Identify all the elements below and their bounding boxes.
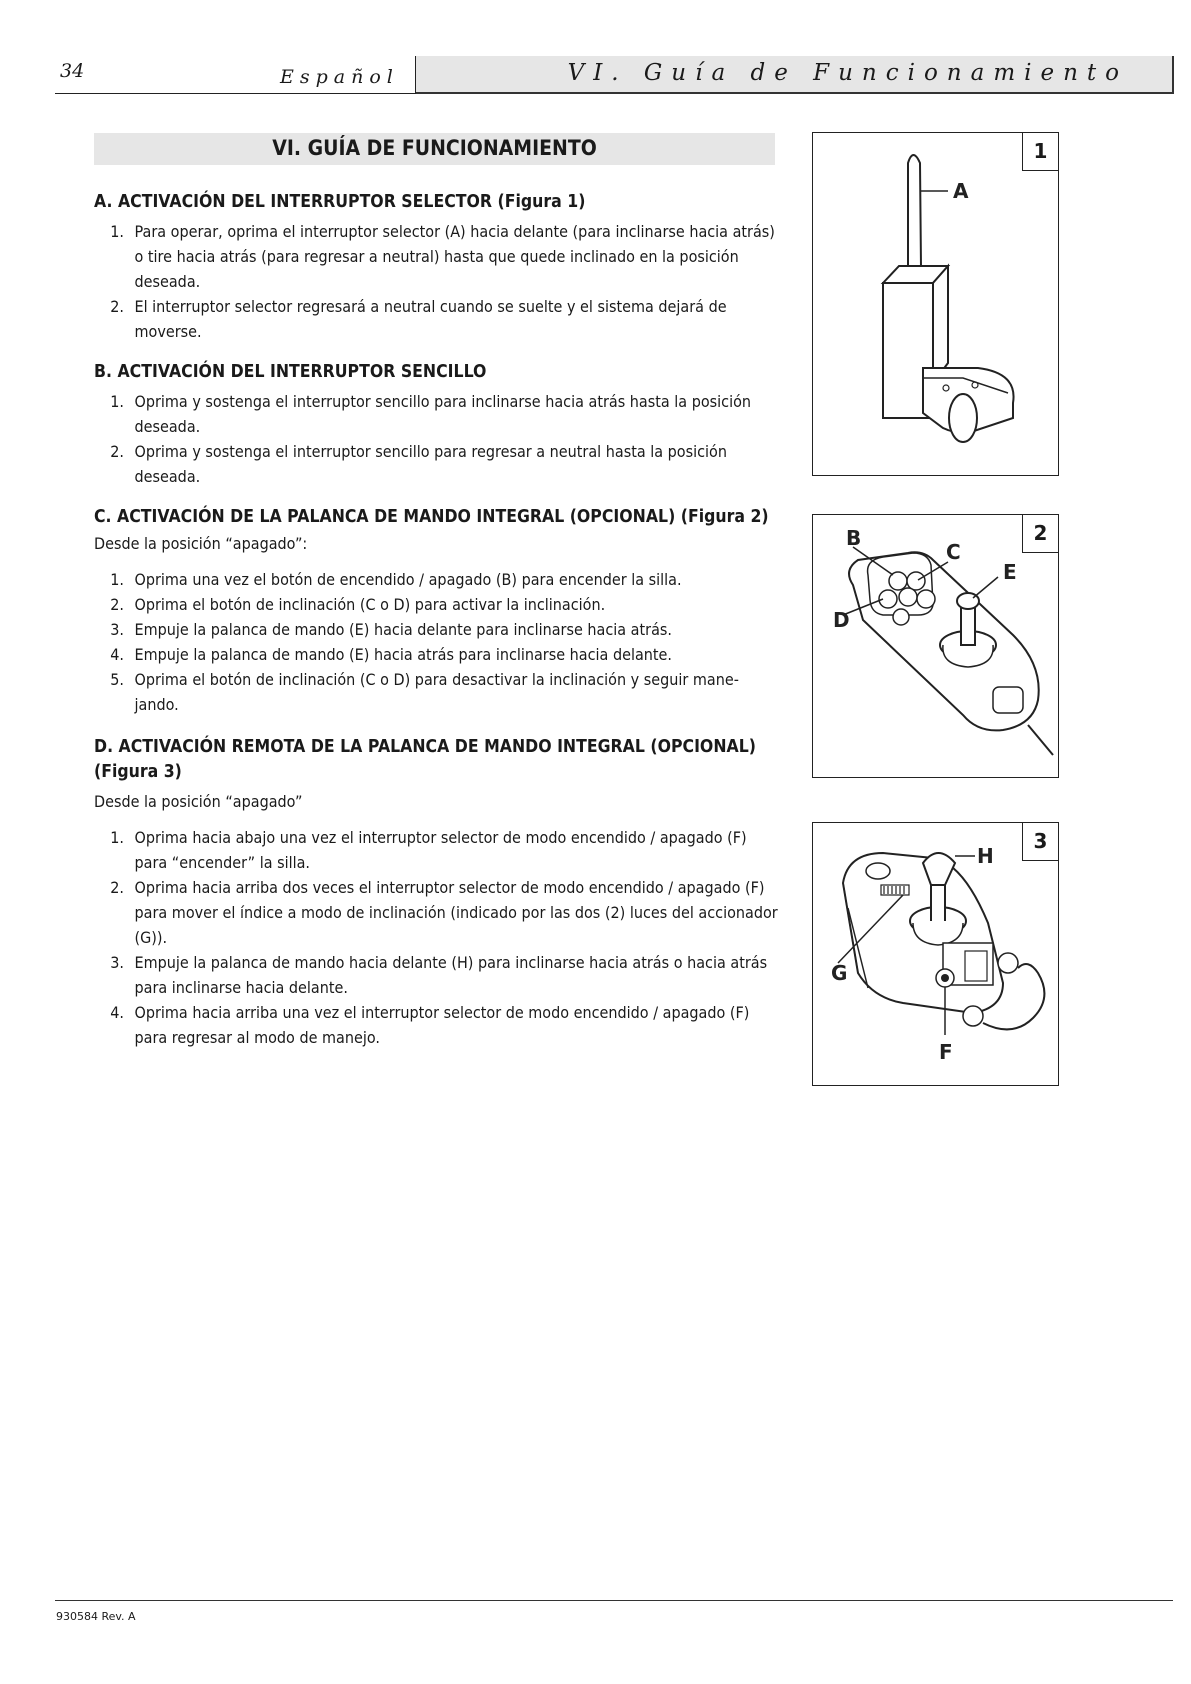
list-item: 3. Empuje la palanca de mando hacia delante (H) para inclinarse hacia atrás o hacia atrás para inclinarse hacia delante. [110, 953, 768, 997]
section-d-list [94, 825, 784, 1050]
header-title-box [416, 56, 1174, 94]
figure-3-remote-joystick-illustration [813, 823, 1058, 1085]
figure-2-label-b: B [846, 526, 862, 550]
figure-3 [812, 822, 1059, 1086]
section-heading-b: B. ACTIVACIÓN DEL INTERRUPTOR SENCILLO [94, 362, 487, 382]
header-title: VI. Guía de Funcionamiento [567, 60, 1128, 86]
section-c-list [94, 567, 784, 717]
title-bar [94, 133, 775, 165]
list-item: 1. Oprima hacia abajo una vez el interruptor selector de modo encendido / apagado (F) para “encender” la silla. [110, 828, 747, 872]
list-item: 2. El interruptor selector regresará a neutral cuando se suelte y el sistema dejará de moverse. [110, 297, 727, 341]
figure-1-number: 1 [1022, 133, 1058, 171]
section-heading-d: D. ACTIVACIÓN REMOTA DE LA PALANCA DE MANDO INTEGRAL (OPCIONAL) (Figura 3) [94, 737, 756, 782]
list-item: 4. Oprima hacia arriba una vez el interruptor selector de modo encendido / apagado (F) para regresar al modo de manejo. [110, 1003, 750, 1047]
figure-1 [812, 132, 1059, 476]
page-title: VI. GUÍA DE FUNCIONAMIENTO [272, 136, 597, 160]
section-b-list [94, 389, 784, 489]
list-item: 5. Oprima el botón de inclinación (C o D) para desactivar la inclinación y seguir mane-jando. [110, 670, 739, 714]
figure-2-label-e: E [1003, 560, 1017, 584]
list-item: 4. Empuje la palanca de mando (E) hacia atrás para inclinarse hacia delante. [110, 645, 672, 664]
content [94, 192, 784, 1068]
section-heading-c: C. ACTIVACIÓN DE LA PALANCA DE MANDO INTEGRAL (OPCIONAL) (Figura 2) [94, 507, 769, 527]
figure-1-switch-illustration [813, 133, 1058, 475]
list-item: 1. Para operar, oprima el interruptor selector (A) hacia delante (para inclinarse hacia atrás) o tire hacia atrás (para regresar a neutral) hasta que quede inclinado en la posición deseada. [110, 222, 775, 291]
section-heading-a: A. ACTIVACIÓN DEL INTERRUPTOR SELECTOR (Figura 1) [94, 192, 586, 212]
figure-2-label-c: C [946, 540, 961, 564]
list-item: 2. Oprima y sostenga el interruptor sencillo para regresar a neutral hasta la posición deseada. [110, 442, 727, 486]
figure-3-label-h: H [977, 844, 994, 868]
figure-2 [812, 514, 1059, 778]
figure-1-label-a: A [953, 179, 969, 203]
section-d-intro: Desde la posición “apagado” [94, 792, 303, 811]
header-rule [55, 93, 415, 94]
figure-2-label-d: D [833, 608, 850, 632]
header-language: Español [280, 66, 399, 88]
list-item: 1. Oprima una vez el botón de encendido / apagado (B) para encender la silla. [110, 570, 682, 589]
figure-3-label-g: G [831, 961, 848, 985]
figure-3-label-f: F [939, 1040, 953, 1064]
section-c-intro: Desde la posición “apagado”: [94, 534, 308, 553]
list-item: 1. Oprima y sostenga el interruptor sencillo para inclinarse hacia atrás hasta la posición deseada. [110, 392, 752, 436]
section-a-list [94, 219, 784, 344]
list-item: 2. Oprima el botón de inclinación (C o D) para activar la inclinación. [110, 595, 606, 614]
figure-3-number: 3 [1022, 823, 1058, 861]
list-item: 2. Oprima hacia arriba dos veces el interruptor selector de modo encendido / apagado (F) para mover el índice a modo de inclinación (indicado por las dos (2) luces del accionador (G)). [110, 878, 778, 947]
footer-rule [55, 1600, 1173, 1601]
list-item: 3. Empuje la palanca de mando (E) hacia delante para inclinarse hacia atrás. [110, 620, 672, 639]
page-number: 34 [60, 60, 85, 82]
footer-revision: 930584 Rev. A [56, 1610, 136, 1623]
figure-2-joystick-illustration [813, 515, 1058, 777]
figure-2-number: 2 [1022, 515, 1058, 553]
